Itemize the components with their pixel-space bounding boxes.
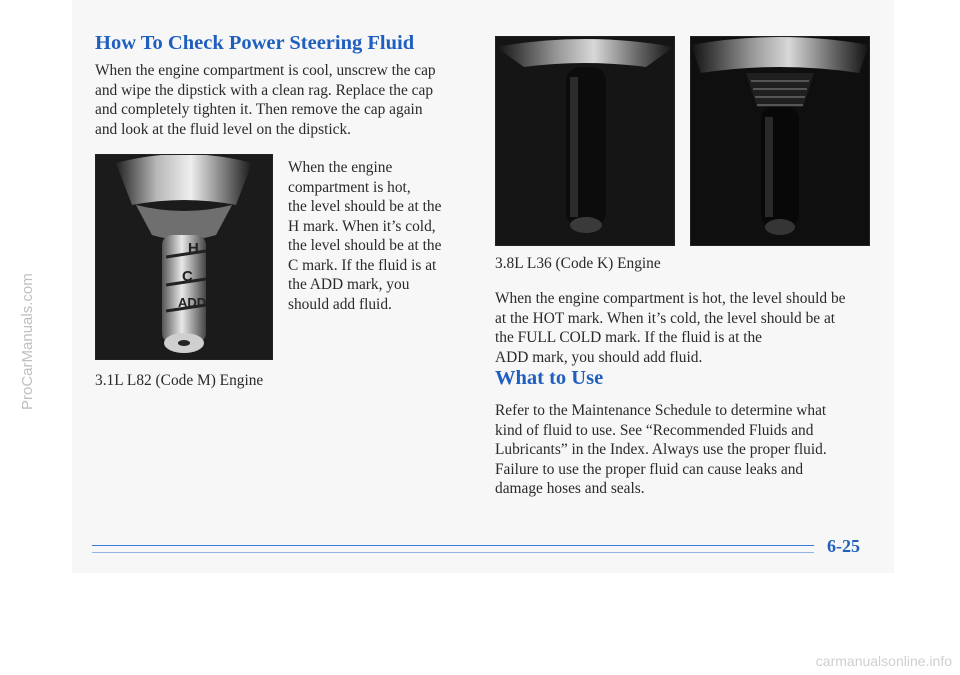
footer-rule-bottom [92,552,814,553]
mark-c: C [182,268,193,285]
section-heading-check-fluid: How To Check Power Steering Fluid [95,32,415,54]
mark-h: H [188,240,199,257]
dipstick-photo-3-8l-left [495,36,675,246]
dipstick-illustration-2 [691,37,869,245]
mark-add: ADD [178,295,207,310]
side-watermark [3,180,36,410]
dipstick-photo-3-8l-right [690,36,870,246]
intro-paragraph: When the engine compartment is cool, unscrew the cap and wipe the dipstick with a clean rag. Replace the cap and completely tighten it. Then remove the cap again and look at the fluid level on the dipstick. [95,62,436,138]
right-explanation: When the engine compartment is hot, the level should be at the HOT mark. When it’s cold, the level should be at the FULL COLD mark. If the fluid is at the ADD mark, you should add fluid. [495,290,846,366]
footer-rule-top [92,545,814,546]
footer-watermark: carmanualsonline.info [815,653,952,669]
caption-3-1l-engine: 3.1L L82 (Code M) Engine [95,372,264,389]
dipstick-illustration [96,155,272,359]
side-watermark-text: ProCarManuals.com [19,273,36,410]
dipstick-illustration-1 [496,37,674,245]
caption-3-8l-engine: 3.8L L36 (Code K) Engine [495,255,661,272]
dipstick-photo-3-1l [95,154,273,360]
section-heading-what-to-use: What to Use [495,367,604,389]
what-to-use-paragraph: Refer to the Maintenance Schedule to determine what kind of fluid to use. See “Recommended Fluids and Lubricants” in the Index. Always use the proper fluid. Failure to use the proper fluid can cause leaks and damage hoses and seals. [495,402,827,497]
page-number: 6-25 [827,536,860,556]
dipstick-explanation: When the engine compartment is hot, the level should be at the H mark. When it’s cold, the level should be at the C mark. If the fluid is at the ADD mark, you should add fluid. [288,159,442,313]
